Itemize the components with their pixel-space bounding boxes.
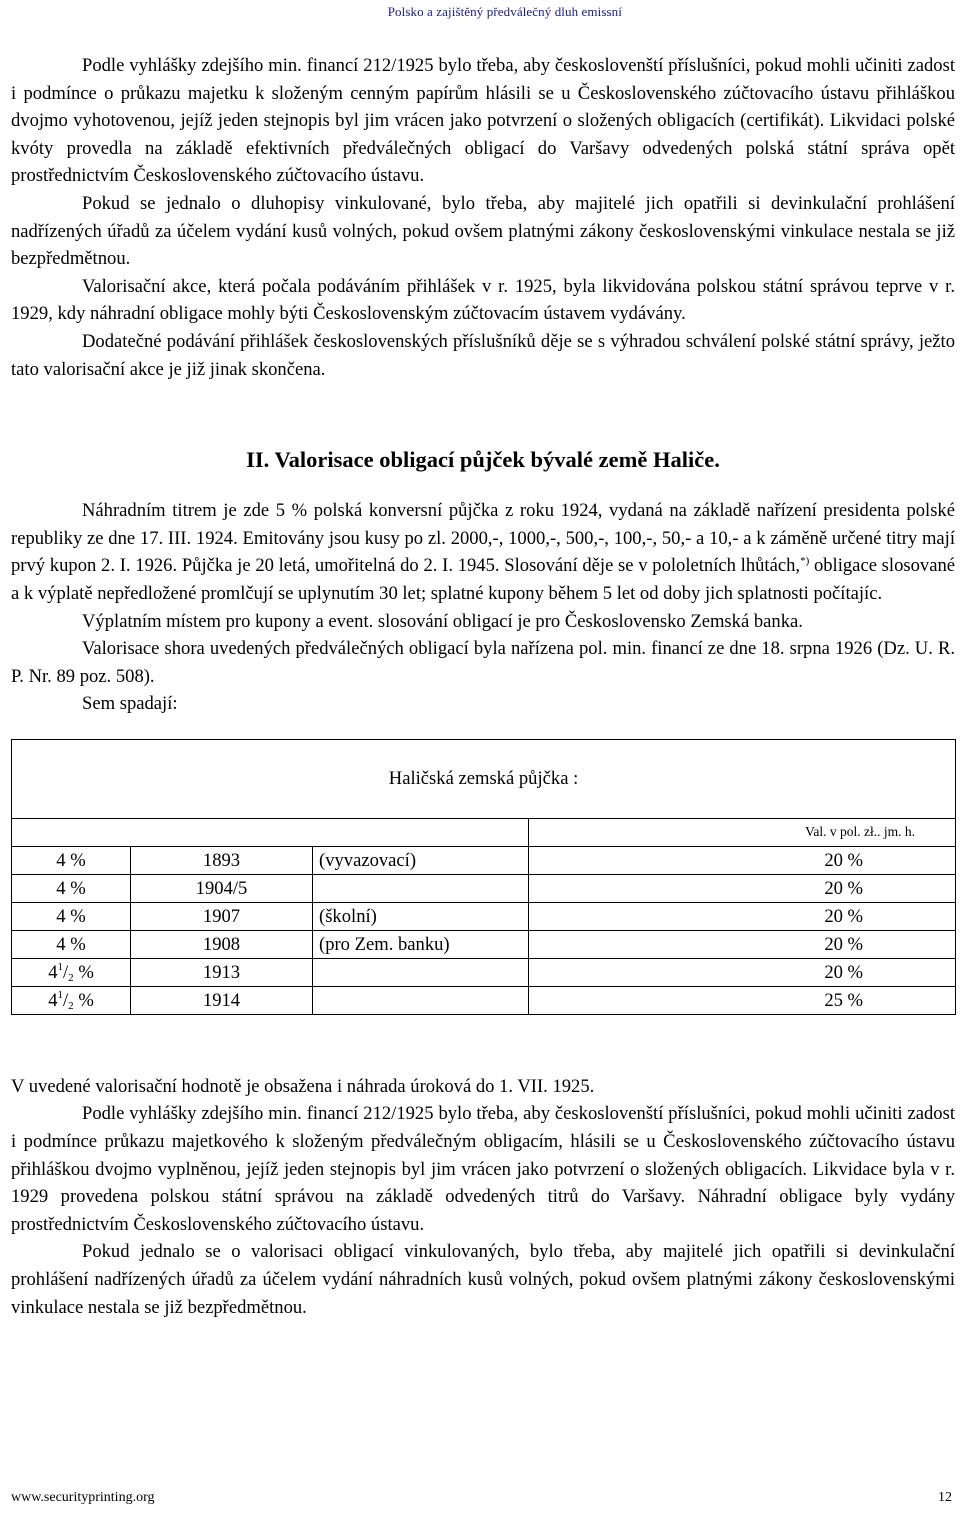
table-row — [12, 930, 956, 958]
paragraph: Sem spadají: — [82, 693, 178, 715]
note-cell: (vyvazovací) — [313, 846, 529, 874]
value-cell: 20 % — [529, 902, 956, 930]
paragraph: Podle vyhlášky zdejšího min. financí 212/1925 bylo třeba, aby českoslovenští příslušníci, pokud mohli učiniti zadost i podmínce o průkazu majetku k složeným cenným papírům hlásili se u Československého zúčtovacího ústavu přihláškou dvojmo vyhotovenou, jejíž jeden stejnopis byl jim vrácen jako potvrzení o složených obligacích (certifikát). Likvidaci polské kvóty provedla na základě efektivních předválečných obligací do Varšavy odvedených polská státní správa opět prostřednictvím Československého zúčtovacího ústavu. — [11, 55, 955, 187]
table-row — [12, 846, 956, 874]
table-title-row — [12, 739, 956, 818]
year-cell: 1913 — [131, 958, 313, 986]
running-header: Polsko a zajištěný předválečný dluh emissní — [387, 4, 622, 19]
paragraph-text: Náhradním titrem je zde 5 % polská konversní půjčka z roku 1924, vydaná na základě nařízení presidenta polské republiky ze dne 17. III. 1924. Emitovány jsou kusy po zl. 2000,-, 1000,-, 500,-, 100,-, 50,- a 10,- a k záměně určené titry mají prvý kupon 2. I. 1926. Půjčka je 20 letá, umořitelná do 2. I. 1945. Slosování děje se v pololetních lhůtách, — [11, 500, 955, 577]
rate-cell: 4 % — [12, 902, 131, 930]
value-cell: 20 % — [529, 874, 956, 902]
rate-cell: 4 % — [12, 930, 131, 958]
year-cell: 1893 — [131, 846, 313, 874]
rate-cell: $4^1/_2$ % — [12, 986, 131, 1014]
rate-integer: 4 — [48, 989, 58, 1011]
paragraph-text: obligace slosované a k výplatě nepředložené promlčují se uplynutím 30 let; splatné kupony během 5 let od doby jich splatnosti počítajíc. — [11, 555, 956, 604]
paragraph: Valorisace shora uvedených předválečných obligací byla nařízena pol. min. financí ze dne 18. srpna 1926 (Dz. U. R. P. Nr. 89 poz. 508). — [11, 638, 955, 687]
year-cell: 1914 — [131, 986, 313, 1014]
note-cell: (pro Zem. banku) — [313, 930, 529, 958]
rate-numerator: 1 — [57, 988, 63, 1001]
paragraph: Pokud jednalo se o valorisaci obligací vinkulovaných, bylo třeba, aby majitelé jich opatřili si devinkulační prohlášení nadřízených úřadů za účelem vydání náhradních kusů volných, pokud ovšem platnými zákony československými vinkulace nestala se již bezpředmětnou. — [11, 1241, 955, 1318]
value-cell: 20 % — [529, 958, 956, 986]
document-body — [11, 52, 955, 1321]
paragraph: Pokud se jednalo o dluhopisy vinkulované, bylo třeba, aby majitelé jich opatřili si devinkulační prohlášení nadřízených úřadů za účelem vydání kusů volných, pokud ovšem platnými zákony československými vinkulace nestala se již bezpředmětnou. — [11, 192, 955, 270]
paragraph: Dodatečné podávání přihlášek československých příslušníků děje se s výhradou schválení polské státní správy, ježto tato valorisační akce je již jinak skončena. — [11, 330, 955, 380]
note-cell — [313, 958, 529, 986]
year-cell: 1907 — [131, 902, 313, 930]
rate-cell: 4 % — [12, 874, 131, 902]
table-row — [12, 902, 956, 930]
value-cell: 20 % — [529, 930, 956, 958]
table-row — [12, 958, 956, 986]
rate-cell: 4 % — [12, 846, 131, 874]
table-header-row — [12, 818, 956, 846]
year-cell: 1908 — [131, 930, 313, 958]
note-cell — [313, 986, 529, 1014]
rate-numerator: 1 — [57, 960, 63, 973]
value-cell: 20 % — [529, 846, 956, 874]
note-cell — [313, 874, 529, 902]
paragraph: V uvedené valorisační hodnotě je obsažena i náhrada úroková do 1. VII. 1925. — [11, 1075, 595, 1097]
value-cell: 25 % — [529, 986, 956, 1014]
table-cell — [12, 818, 529, 846]
page-number: 12 — [938, 1490, 952, 1505]
year-cell: 1904/5 — [131, 874, 313, 902]
rate-percent: % — [78, 989, 94, 1011]
table-title: Haličská zemská půjčka : — [12, 739, 956, 818]
paragraph — [11, 497, 955, 607]
rate-denominator: 2 — [68, 971, 74, 984]
paragraph: Výplatním místem pro kupony a event. slosování obligací je pro Československo Zemská banka. — [82, 610, 803, 632]
table-wrapper — [11, 739, 955, 1015]
paragraph: Valorisační akce, která počala podáváním přihlášek v r. 1925, byla likvidována polskou státní správou teprve v r. 1929, kdy náhradní obligace mohly býti Československým zúčtovacím ústavem vydávány. — [11, 275, 955, 325]
footer-site-link[interactable]: www.securityprinting.org — [11, 1490, 155, 1505]
rate-integer: 4 — [48, 961, 58, 983]
rate-cell: $4^1/_2$ % — [12, 958, 131, 986]
section-heading: II. Valorisace obligací půjček bývalé země Haliče. — [246, 447, 720, 473]
table-row — [12, 874, 956, 902]
paragraph: Podle vyhlášky zdejšího min. financí 212/1925 bylo třeba, aby českoslovenští příslušníci, pokud mohli učiniti zadost i podmínce průkazu majetkového k složeným předválečným obligacím, hlásili se u Československého zúčtovacího ústavu přihláškou dvojmo vyplněnou, jejíž jeden stejnopis byl jim vrácen jako potvrzení o složených obligacích. Likvidace byla v r. 1929 provedena polskou státní správou na základě odvedených titrů do Varšavy. Náhradní obligace byly vydány prostřednictvím Československého zúčtovacího ústavu. — [11, 1103, 955, 1235]
note-cell: (školní) — [313, 902, 529, 930]
unit-header: Val. v pol. zł.. jm. h. — [529, 818, 956, 846]
table-row — [12, 986, 956, 1014]
rate-percent: % — [78, 961, 94, 983]
rate-denominator: 2 — [68, 999, 74, 1012]
footnote-marker: *) — [800, 555, 810, 568]
closing-section — [11, 1073, 955, 1321]
loan-table — [11, 739, 956, 1015]
